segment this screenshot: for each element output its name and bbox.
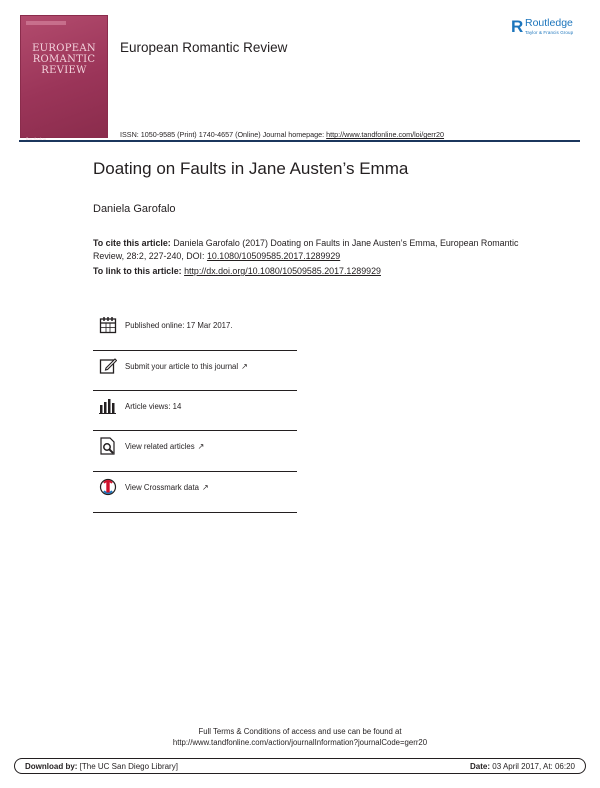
- info-row-published: [93, 309, 297, 349]
- link-label: To link to this article:: [93, 266, 185, 276]
- citation-block: [93, 237, 523, 263]
- routledge-subtitle: Taylor & Francis Group: [525, 30, 574, 35]
- routledge-name: Routledge: [525, 17, 573, 29]
- submit-article-label: Submit your article to this journal: [125, 362, 239, 371]
- divider: [93, 512, 297, 513]
- cite-label: To cite this article:: [93, 238, 171, 248]
- cite-text: Daniela Garofalo (2017) Doating on Faults in Jane Austen’s Emma, European Romantic Review, 28:2, 227-240, DOI:: [93, 238, 519, 261]
- related-articles-label: View related articles: [125, 442, 195, 451]
- article-link-line: [93, 266, 381, 276]
- terms-line: Full Terms & Conditions of access and use can be found at: [198, 727, 402, 736]
- published-date: Published online: 17 Mar 2017.: [125, 321, 233, 330]
- bar-chart-icon: [99, 397, 117, 415]
- journal-cover-image: [20, 15, 108, 138]
- article-author[interactable]: Daniela Garofalo: [93, 203, 176, 215]
- terms-footer: [0, 726, 600, 748]
- download-date-label: Date:: [470, 762, 491, 771]
- issn-text: ISSN: 1050-9585 (Print) 1740-4657 (Online) Journal homepage:: [120, 130, 327, 139]
- journal-homepage-link[interactable]: http://www.tandfonline.com/loi/gerr20: [326, 130, 445, 139]
- cover-title-line: EUROPEAN: [32, 43, 96, 54]
- cover-title-line: REVIEW: [41, 65, 87, 76]
- issn-line: [120, 130, 444, 139]
- article-title: Doating on Faults in Jane Austen’s Emma: [93, 159, 409, 178]
- edit-icon: [99, 357, 117, 375]
- download-info-bar: [14, 758, 586, 774]
- crossmark-link[interactable]: [125, 483, 209, 492]
- external-link-icon: ↗: [197, 442, 205, 451]
- routledge-logo[interactable]: [511, 15, 591, 41]
- terms-url-link[interactable]: http://www.tandfonline.com/action/journalInformation?journalCode=gerr20: [172, 738, 428, 747]
- journal-title[interactable]: European Romantic Review: [120, 40, 288, 55]
- submit-article-link[interactable]: [125, 362, 248, 371]
- download-date: [470, 762, 575, 771]
- download-date-value: 03 April 2017, At: 06:20: [490, 762, 575, 771]
- crossmark-icon: [99, 478, 117, 496]
- info-row-submit[interactable]: [93, 350, 297, 390]
- info-row-related[interactable]: [93, 430, 297, 470]
- cover-title: [20, 43, 108, 76]
- downloaded-by-value: [The UC San Diego Library]: [77, 762, 178, 771]
- article-views: Article views: 14: [125, 402, 182, 411]
- header-divider: [19, 140, 580, 142]
- related-docs-icon: [99, 437, 117, 455]
- related-articles-link[interactable]: [125, 442, 204, 451]
- downloaded-by: [25, 762, 178, 771]
- cover-top-band: [26, 21, 66, 25]
- crossmark-label: View Crossmark data: [125, 483, 199, 492]
- downloaded-by-label: Download by:: [25, 762, 78, 771]
- external-link-icon: ↗: [241, 362, 248, 371]
- doi-link[interactable]: 10.1080/10509585.2017.1289929: [206, 251, 341, 261]
- calendar-icon: [99, 316, 117, 334]
- article-url-link[interactable]: http://dx.doi.org/10.1080/10509585.2017.1289929: [184, 266, 381, 276]
- external-link-icon: ↗: [201, 483, 209, 492]
- cover-title-line: ROMANTIC: [32, 54, 96, 65]
- info-row-crossmark[interactable]: [93, 471, 297, 511]
- info-row-views: [93, 390, 297, 430]
- routledge-r-icon: R: [511, 17, 524, 36]
